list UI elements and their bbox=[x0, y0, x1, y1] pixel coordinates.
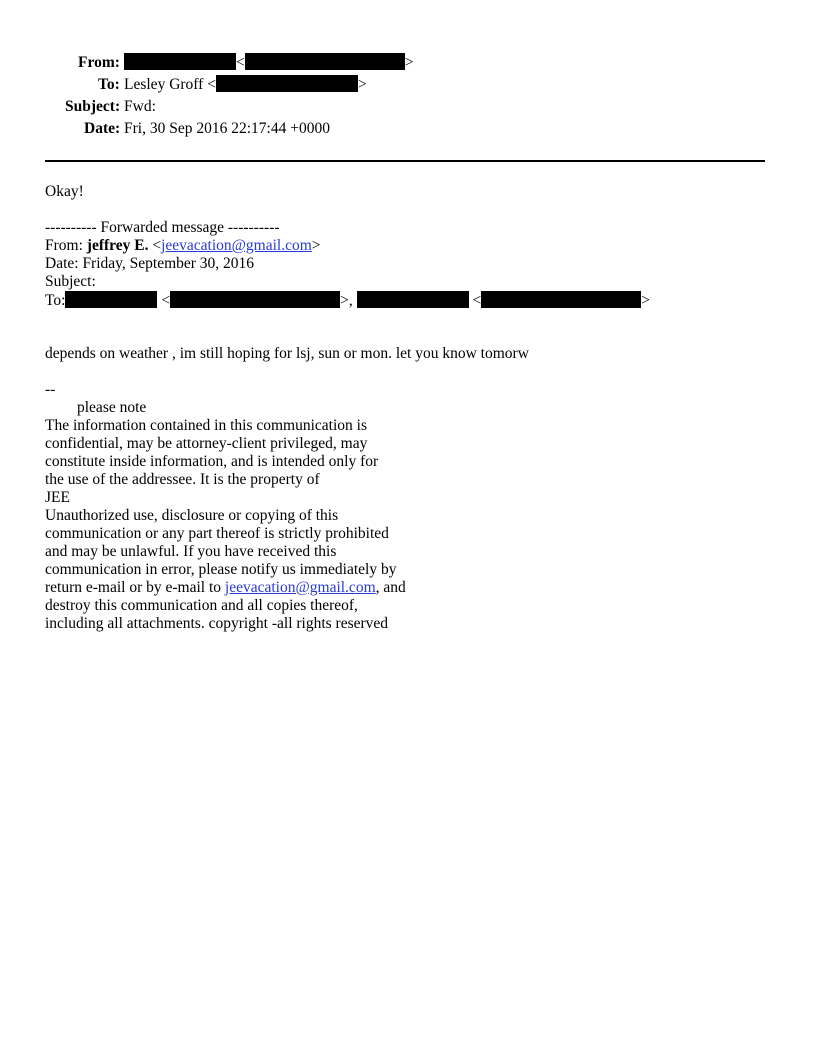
header-divider bbox=[45, 160, 765, 162]
subject-value: Fwd: bbox=[124, 98, 156, 115]
disclaimer-line: communication in error, please notify us immediately by bbox=[45, 561, 397, 578]
disclaimer-line: constitute inside information, and is intended only for bbox=[45, 453, 379, 470]
signature-dash: -- bbox=[45, 381, 56, 398]
fwd-from-email-link[interactable]: jeevacation@gmail.com bbox=[161, 237, 312, 254]
fwd-to-line: To: < >, < > bbox=[45, 292, 650, 309]
redacted-email bbox=[245, 53, 405, 70]
disclaimer-line: and may be unlawful. If you have received this bbox=[45, 543, 337, 560]
to-name: Lesley Groff bbox=[124, 76, 204, 93]
disclaimer-line: The information contained in this communication is bbox=[45, 417, 367, 434]
subject-label: Subject: bbox=[65, 98, 121, 115]
redacted-email bbox=[481, 291, 641, 308]
from-label: From: bbox=[78, 54, 120, 71]
from-value: < > bbox=[124, 53, 414, 73]
disclaimer-email-link[interactable]: jeevacation@gmail.com bbox=[224, 579, 376, 596]
fwd-subject-line: Subject: bbox=[45, 273, 96, 290]
header-from-row bbox=[0, 53, 700, 73]
please-note: please note bbox=[77, 399, 147, 416]
fwd-from-line: From: jeffrey E. <jeevacation@gmail.com> bbox=[45, 237, 321, 254]
forward-marker: ---------- Forwarded message ---------- bbox=[45, 219, 280, 236]
disclaimer-line: communication or any part thereof is strictly prohibited bbox=[45, 525, 389, 542]
to-value: Lesley Groff < > bbox=[124, 76, 367, 93]
header-date-row bbox=[0, 119, 700, 139]
disclaimer-line: the use of the addressee. It is the property of bbox=[45, 471, 320, 488]
message-text: depends on weather , im still hoping for lsj, sun or mon. let you know tomorw bbox=[45, 345, 529, 362]
greeting: Okay! bbox=[45, 183, 84, 200]
date-value: Fri, 30 Sep 2016 22:17:44 +0000 bbox=[124, 120, 330, 137]
redacted-name bbox=[357, 291, 469, 308]
disclaimer-line: JEE bbox=[45, 489, 70, 506]
to-label: To: bbox=[98, 76, 120, 93]
disclaimer-line: including all attachments. copyright -all rights reserved bbox=[45, 615, 389, 632]
redacted-name bbox=[65, 291, 157, 308]
date-label: Date: bbox=[84, 120, 121, 137]
disclaimer-line: Unauthorized use, disclosure or copying of this bbox=[45, 507, 339, 524]
disclaimer-line: confidential, may be attorney-client privileged, may bbox=[45, 435, 368, 452]
fwd-date-line: Date: Friday, September 30, 2016 bbox=[45, 255, 255, 272]
header-to-row bbox=[0, 75, 700, 95]
redacted-email bbox=[170, 291, 340, 308]
fwd-from-name: jeffrey E. bbox=[86, 237, 149, 254]
redacted-email bbox=[216, 75, 358, 92]
disclaimer-line: destroy this communication and all copies thereof, bbox=[45, 597, 358, 614]
disclaimer-email-line: return e-mail or by e-mail to jeevacation@gmail.com, and bbox=[45, 579, 406, 596]
header-subject-row bbox=[0, 97, 700, 117]
redacted-name bbox=[124, 53, 236, 70]
